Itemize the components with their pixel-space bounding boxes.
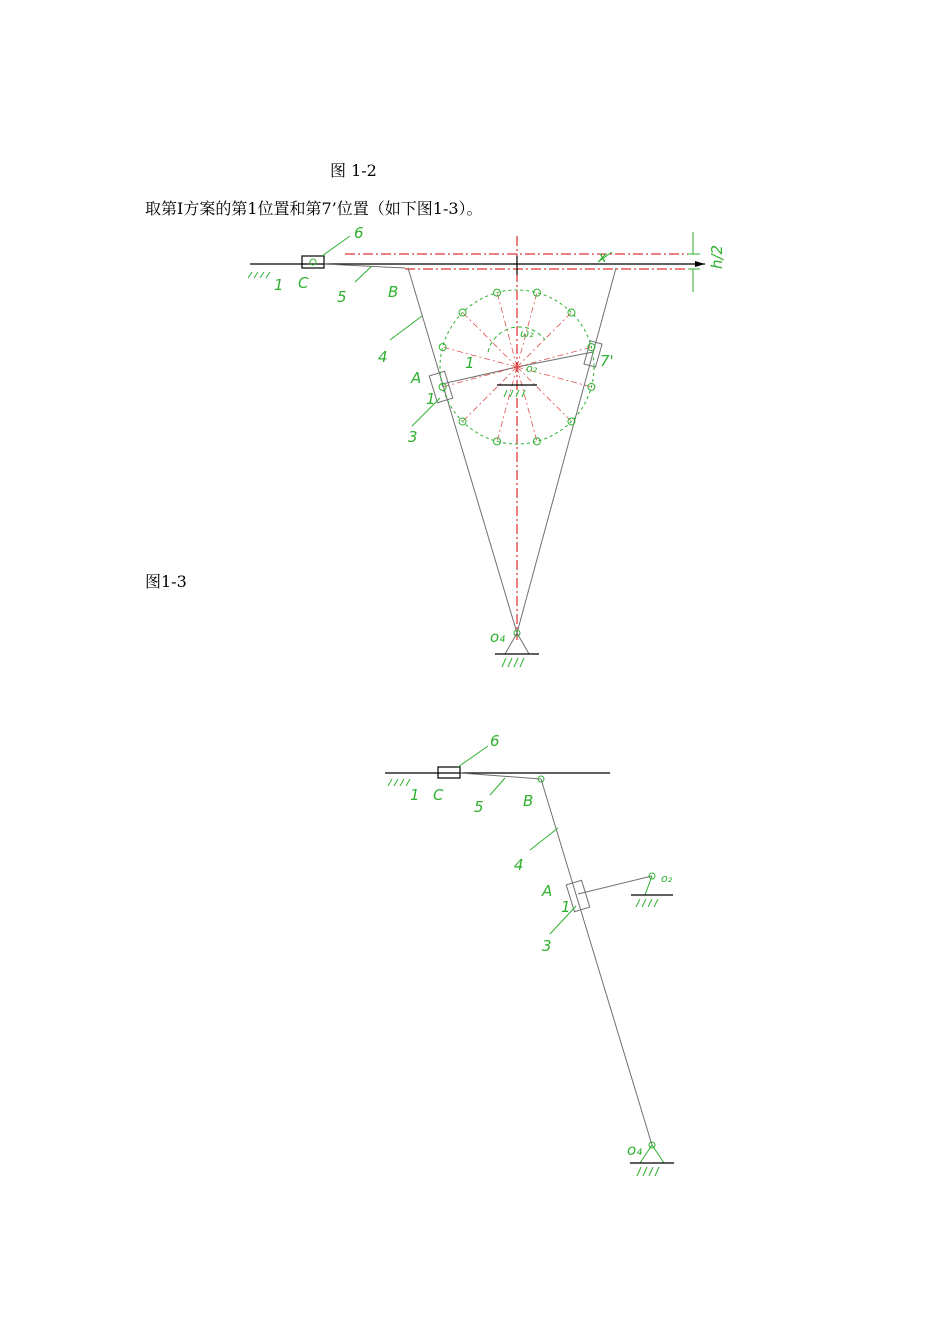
label-1-2: 1 [410, 786, 420, 804]
label-o4: o₄ [490, 628, 506, 646]
label-o2-2: o₂ [661, 872, 673, 885]
rocker-4 [541, 779, 652, 1145]
label-1b: 1 [426, 390, 436, 408]
figure-1-3-caption: 图1-3 [145, 572, 187, 591]
label-5-2: 5 [474, 798, 484, 816]
label-4-2: 4 [514, 856, 524, 874]
link-5 [460, 773, 541, 779]
label-c: C [298, 274, 309, 292]
label-a-2: A [542, 882, 553, 900]
figure-1-2-caption: 图 1-2 [330, 161, 377, 180]
label-3: 3 [408, 428, 418, 446]
intro-paragraph: 取第I方案的第1位置和第7’位置（如下图1-3）。 [145, 199, 483, 218]
label-7prime: 7' [600, 352, 614, 370]
label-6-2: 6 [490, 732, 500, 750]
label-1: 1 [274, 276, 284, 294]
left-ground-hatch-2 [388, 779, 410, 786]
label-b-2: B [523, 792, 534, 810]
o4-ground-hatch-2 [637, 1167, 659, 1176]
o2-ground-hatch-2 [636, 899, 658, 907]
label-1b-2: 1 [561, 898, 571, 916]
crank [578, 876, 652, 894]
label-6: 6 [354, 224, 364, 242]
label-a: A [411, 369, 422, 387]
label-1c: 1 [465, 354, 475, 372]
label-b: B [388, 283, 399, 301]
label-5: 5 [337, 288, 347, 306]
label-omega2: ω₂ [520, 327, 534, 340]
label-o4-2: o₄ [627, 1141, 643, 1159]
label-c-2: C [433, 786, 444, 804]
label-x: x [598, 248, 607, 266]
label-4: 4 [378, 348, 388, 366]
h2-label: h/2 [708, 244, 726, 269]
label-o2: o₂ [526, 362, 538, 375]
label-3-2: 3 [542, 937, 552, 955]
